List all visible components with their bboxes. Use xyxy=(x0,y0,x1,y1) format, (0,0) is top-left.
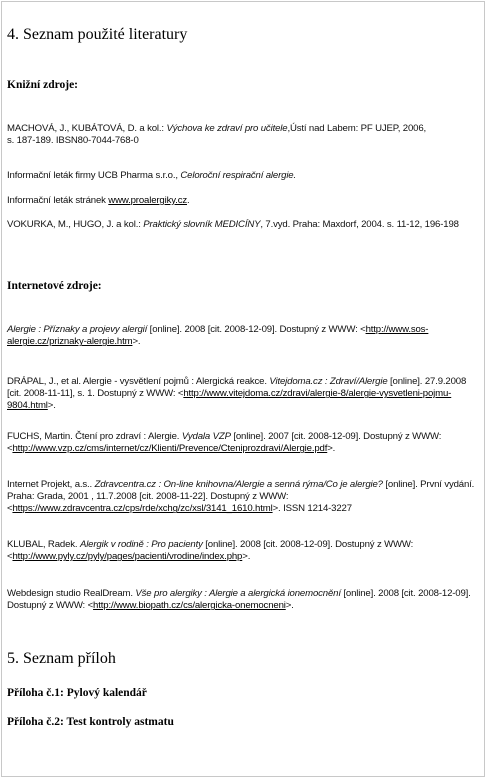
ref-title: Zdravcentra.cz : On-line knihovna/Alergie a senná rýma/Co je alergie? xyxy=(94,479,383,490)
ref-text: [online]. 2007 [cit. 2008-12-09]. Dostupný z WWW: < xyxy=(7,431,442,455)
ref-text: Informační leták stránek xyxy=(7,195,109,206)
ref-text: Internet Projekt, a.s.. xyxy=(7,479,95,490)
vitejdoma-link[interactable]: http://www.vitejdoma.cz/zdravi/alergie-8/alergie-vysvetleni-pojmu-9804.html xyxy=(7,388,452,412)
appendix-2: Příloha č.2: Test kontroly astmatu xyxy=(7,716,174,728)
book-reference-3 xyxy=(7,195,481,207)
internet-heading: Internetové zdroje: xyxy=(7,280,102,292)
web-reference-1 xyxy=(7,324,481,348)
ref-text: >. xyxy=(242,551,251,563)
ref-text: >. xyxy=(132,336,141,348)
web-reference-6 xyxy=(7,588,481,612)
ref-title: Vitejdoma.cz : Zdraví/Alergie xyxy=(269,376,388,387)
pyly-link[interactable]: http://www.pyly.cz/pyly/pages/pacienti/vrodine/index.php xyxy=(12,551,243,563)
ref-title: Alergie : Příznaky a projevy alergií xyxy=(7,324,148,335)
ref-text: KLUBAL, Radek. xyxy=(7,539,80,550)
ref-text: ,Ústí nad Labem: PF UJEP, 2006, xyxy=(287,123,427,134)
ref-text: [online]. 2008 [cit. 2008-12-09]. Dostupný z WWW: < xyxy=(147,324,366,335)
web-reference-2 xyxy=(7,376,481,413)
ref-text: s. 187-189. IBSN80-7044-768-0 xyxy=(7,135,139,147)
ref-text: >. xyxy=(47,400,56,412)
ref-title: Celoroční respirační alergie. xyxy=(180,170,297,181)
ref-title: Výchova ke zdraví pro učitele xyxy=(166,123,288,134)
ref-text: >. xyxy=(285,600,294,612)
ref-text: Informační leták firmy UCB Pharma s.r.o., xyxy=(7,170,181,181)
ref-title: Vydala VZP xyxy=(181,431,231,442)
appendix-1: Příloha č.1: Pylový kalendář xyxy=(7,687,147,699)
ref-text: . xyxy=(187,195,190,206)
ref-text: [online]. 27.9.2008 [cit. 2008-11-11], s. 1. Dostupný z WWW: < xyxy=(7,376,467,400)
chapter-5-title: 5. Seznam příloh xyxy=(7,650,116,667)
ref-text: Webdesign studio RealDream. xyxy=(7,588,136,599)
web-reference-5 xyxy=(7,539,481,563)
ref-title: Praktický slovník MEDICÍNY xyxy=(143,219,261,230)
chapter-4-title: 4. Seznam použité literatury xyxy=(7,26,188,43)
vzp-link[interactable]: http://www.vzp.cz/cms/internet/cz/Klienti/Prevence/Cteniprozdravi/Alergie.pdf xyxy=(12,443,328,455)
document-page xyxy=(1,1,485,777)
biopath-link[interactable]: http://www.biopath.cz/cs/alergicka-onemocneni xyxy=(93,600,286,612)
ref-text: , 7.vyd. Praha: Maxdorf, 2004. s. 11-12, 196-198 xyxy=(260,219,459,230)
ref-text: [online]. 2008 [cit. 2008-12-09]. Dostupný z WWW: < xyxy=(7,588,471,612)
proalergiky-link[interactable]: www.proalergiky.cz xyxy=(108,195,187,206)
ref-text: [online]. 2008 [cit. 2008-12-09]. Dostupný z WWW: < xyxy=(7,539,414,563)
sos-alergie-link[interactable]: http://www.sos-alergie.cz/priznaky-alergie.htm xyxy=(7,324,429,348)
zdravcentra-link[interactable]: https://www.zdravcentra.cz/cps/rde/xchg/zc/xsl/3141_1610.html xyxy=(12,503,273,515)
book-reference-4 xyxy=(7,219,481,231)
ref-text: MACHOVÁ, J., KUBÁTOVÁ, D. a kol.: xyxy=(7,123,167,134)
ref-text: VOKURKA, M., HUGO, J. a kol.: xyxy=(7,219,144,230)
book-reference-2 xyxy=(7,170,481,182)
ref-text: >. ISSN 1214-3227 xyxy=(272,503,352,515)
ref-title: Alergik v rodině : Pro pacienty xyxy=(79,539,203,550)
web-reference-4 xyxy=(7,479,481,516)
ref-text: DRÁPAL, J., et al. Alergie - vysvětlení pojmů : Alergická reakce. xyxy=(7,376,270,387)
books-heading: Knižní zdroje: xyxy=(7,79,79,91)
ref-text: [online]. První vydání. Praha: Grada, 2001 , 11.7.2008 [cit. 2008-11-22]. Dostupný z WWW: < xyxy=(7,479,475,515)
ref-title: Vše pro alergiky : Alergie a alergická ionemocnění xyxy=(135,588,341,599)
web-reference-3 xyxy=(7,431,481,455)
ref-text: FUCHS, Martin. Čtení pro zdraví : Alergie. xyxy=(7,431,182,442)
ref-text: >. xyxy=(327,443,336,455)
book-reference-1 xyxy=(7,123,481,147)
